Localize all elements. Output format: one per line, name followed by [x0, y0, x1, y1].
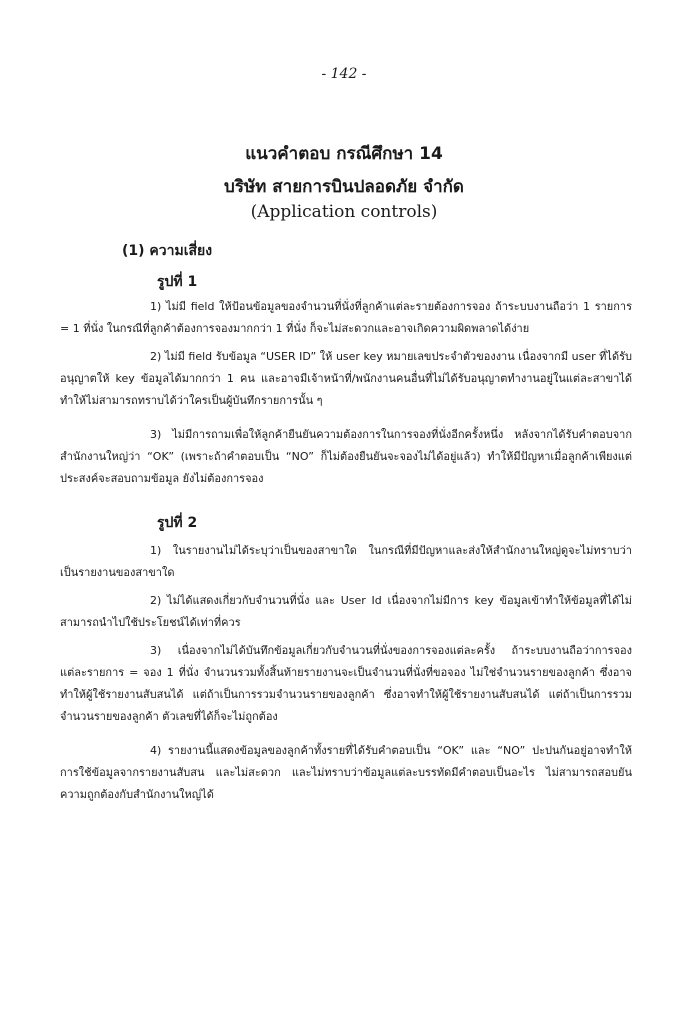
- page-number: - 142 -: [321, 66, 367, 82]
- title-line-1: แนวคำตอบ กรณีศึกษา 14: [245, 144, 443, 164]
- figure-2-item-3: 3) เนื่องจากไม่ได้บันทึกข้อมูลเกี่ยวกับจำนวนที่นั่งของการจองแต่ละครั้ง ถ้าระบบงานถือว่าการจองแต่ละรายการ = จอง 1 ที่นั่ง จำนวนรวมทั้งสิ้นท้ายรายงานจะเป็นจำนวนที่นั่งที่ขอจอง ไม่ใช่จำนวนรายของลูกค้า ซึ่งอาจทำให้ผู้ใช้รายงานสับสนได้ แต่ถ้าเป็นการรวมจำนวนรายของลูกค้า ซึ่งอาจทำให้ผู้ใช้รายงานสับสนได้ แต่ถ้าเป็นการรวมจำนวนรายของลูกค้า ตัวเลขที่ได้ก็จะไม่ถูกต้อง: [60, 644, 632, 723]
- figure-2-heading: รูปที่ 2: [157, 515, 198, 531]
- title-line-2: บริษัท สายการบินปลอดภัย จำกัด: [224, 177, 464, 197]
- figure-2-item-2: 2) ไม่ได้แสดงเกี่ยวกับจำนวนที่นั่ง และ User Id เนื่องจากไม่มีการ key ข้อมูลเข้าทำให้ข้อมูลที่ได้ไม่สามารถนำไปใช้ประโยชน์ได้เท่าที่ควร: [60, 594, 632, 629]
- title-line-3: (Application controls): [250, 202, 438, 222]
- section-heading-risk: (1) ความเสี่ยง: [122, 243, 213, 259]
- figure-1-item-3: 3) ไม่มีการถามเพื่อให้ลูกค้ายืนยันความต้องการในการจองที่นั่งอีกครั้งหนึ่ง หลังจากได้รับคำตอบจากสำนักงานใหญ่ว่า “OK” (เพราะถ้าคำตอบเป็น “NO” ก็ไม่ต้องยืนยันจะจองไม่ได้อยู่แล้ว) ทำให้มีปัญหาเมื่อลูกค้าเพียงแต่ประสงค์จะสอบถามข้อมูล ยังไม่ต้องการจอง: [60, 428, 632, 485]
- figure-1-item-1: 1) ไม่มี field ให้ป้อนข้อมูลของจำนวนที่นั่งที่ลูกค้าแต่ละรายต้องการจอง ถ้าระบบงานถือว่า 1 รายการ = 1 ที่นั่ง ในกรณีที่ลูกค้าต้องการจองมากกว่า 1 ที่นั่ง ก็จะไม่สะดวกและอาจเกิดความผิดพลาดได้ง่าย: [60, 300, 632, 335]
- figure-1-heading: รูปที่ 1: [157, 274, 198, 290]
- figure-1-item-2: 2) ไม่มี field รับข้อมูล “USER ID” ให้ user key หมายเลขประจำตัวของงาน เนื่องจากมี user ที่ได้รับอนุญาตให้ key ข้อมูลได้มากกว่า 1 คน และอาจมีเจ้าหน้าที่/พนักงานคนอื่นที่ไม่ได้รับอนุญาตทำงานอยู่ในแต่ละสาขาได้ ทำให้ไม่สามารถทราบได้ว่าใครเป็นผู้บันทึกรายการนั้น ๆ: [60, 350, 632, 407]
- figure-2-item-1: 1) ในรายงานไม่ได้ระบุว่าเป็นของสาขาใด ในกรณีที่มีปัญหาและส่งให้สำนักงานใหญ่ดูจะไม่ทราบว่าเป็นรายงานของสาขาใด: [60, 544, 632, 579]
- figure-2-item-4: 4) รายงานนี้แสดงข้อมูลของลูกค้าทั้งรายที่ได้รับคำตอบเป็น “OK” และ “NO” ปะปนกันอยู่อาจทำให้การใช้ข้อมูลจากรายงานสับสน และไม่สะดวก และไม่ทราบว่าข้อมูลแต่ละบรรทัดมีคำตอบเป็นอะไร ไม่สามารถสอบยันความถูกต้องกับสำนักงานใหญ่ได้: [60, 744, 632, 801]
